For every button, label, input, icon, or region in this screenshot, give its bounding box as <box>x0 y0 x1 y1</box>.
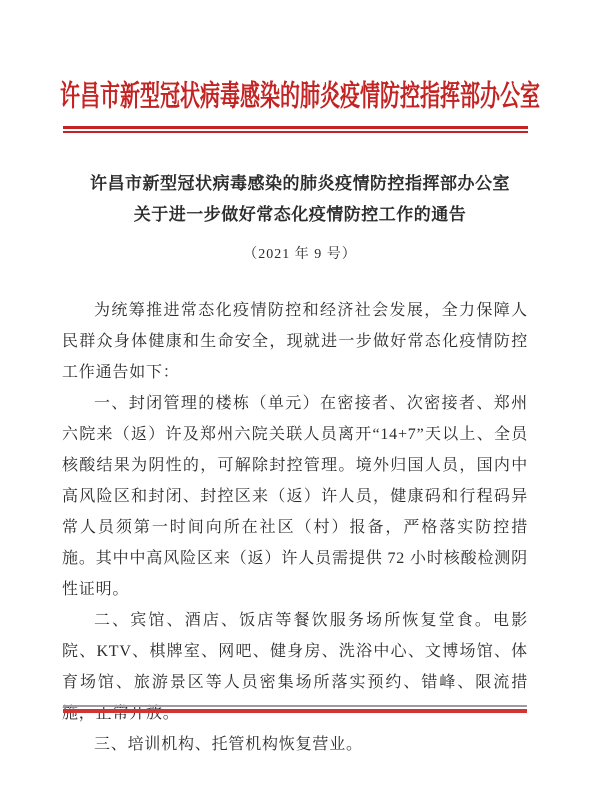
body-paragraph-item2: 二、宾馆、酒店、饭店等餐饮服务场所恢复堂食。电影院、KTV、棋牌室、网吧、健身房、洗浴中心、文博场馆、体育场馆、旅游景区等人员密集场所落实预约、错峰、限流措施，正常开放。 <box>62 612 528 722</box>
document-title-line2: 关于进一步做好常态化疫情防控工作的通告 <box>133 205 467 224</box>
body-paragraph-intro: 为统筹推进常态化疫情防控和经济社会发展，全力保障人民群众身体健康和生命安全，现就进一步做好常态化疫情防控工作通告如下： <box>62 302 528 381</box>
document-title-line1: 许昌市新型冠状病毒感染的肺炎疫情防控指挥部办公室 <box>90 174 510 193</box>
document-number: （2021 年 9 号） <box>243 247 357 262</box>
body-paragraph-item1: 一、封闭管理的楼栋（单元）在密接者、次密接者、郑州六院来（返）许及郑州六院关联人员离开“14+7”天以上、全员核酸结果为阴性的，可解除封控管理。境外归国人员，国内中高风险区和封闭、封控区来（返）许人员，健康码和行程码异常人员须第一时间向所在社区（村）报备，严格落实防控措施。其中中高风险区来（返）许人员需提供 72 小时核酸检测阴性证明。 <box>62 395 528 598</box>
org-masthead-title: 许昌市新型冠状病毒感染的肺炎疫情防控指挥部办公室 <box>60 80 540 113</box>
footer-double-rule <box>63 705 527 713</box>
header-double-rule <box>63 126 528 133</box>
document-body <box>62 295 528 760</box>
body-paragraph-item3: 三、培训机构、托管机构恢复营业。 <box>94 736 363 753</box>
document-title <box>35 168 565 230</box>
